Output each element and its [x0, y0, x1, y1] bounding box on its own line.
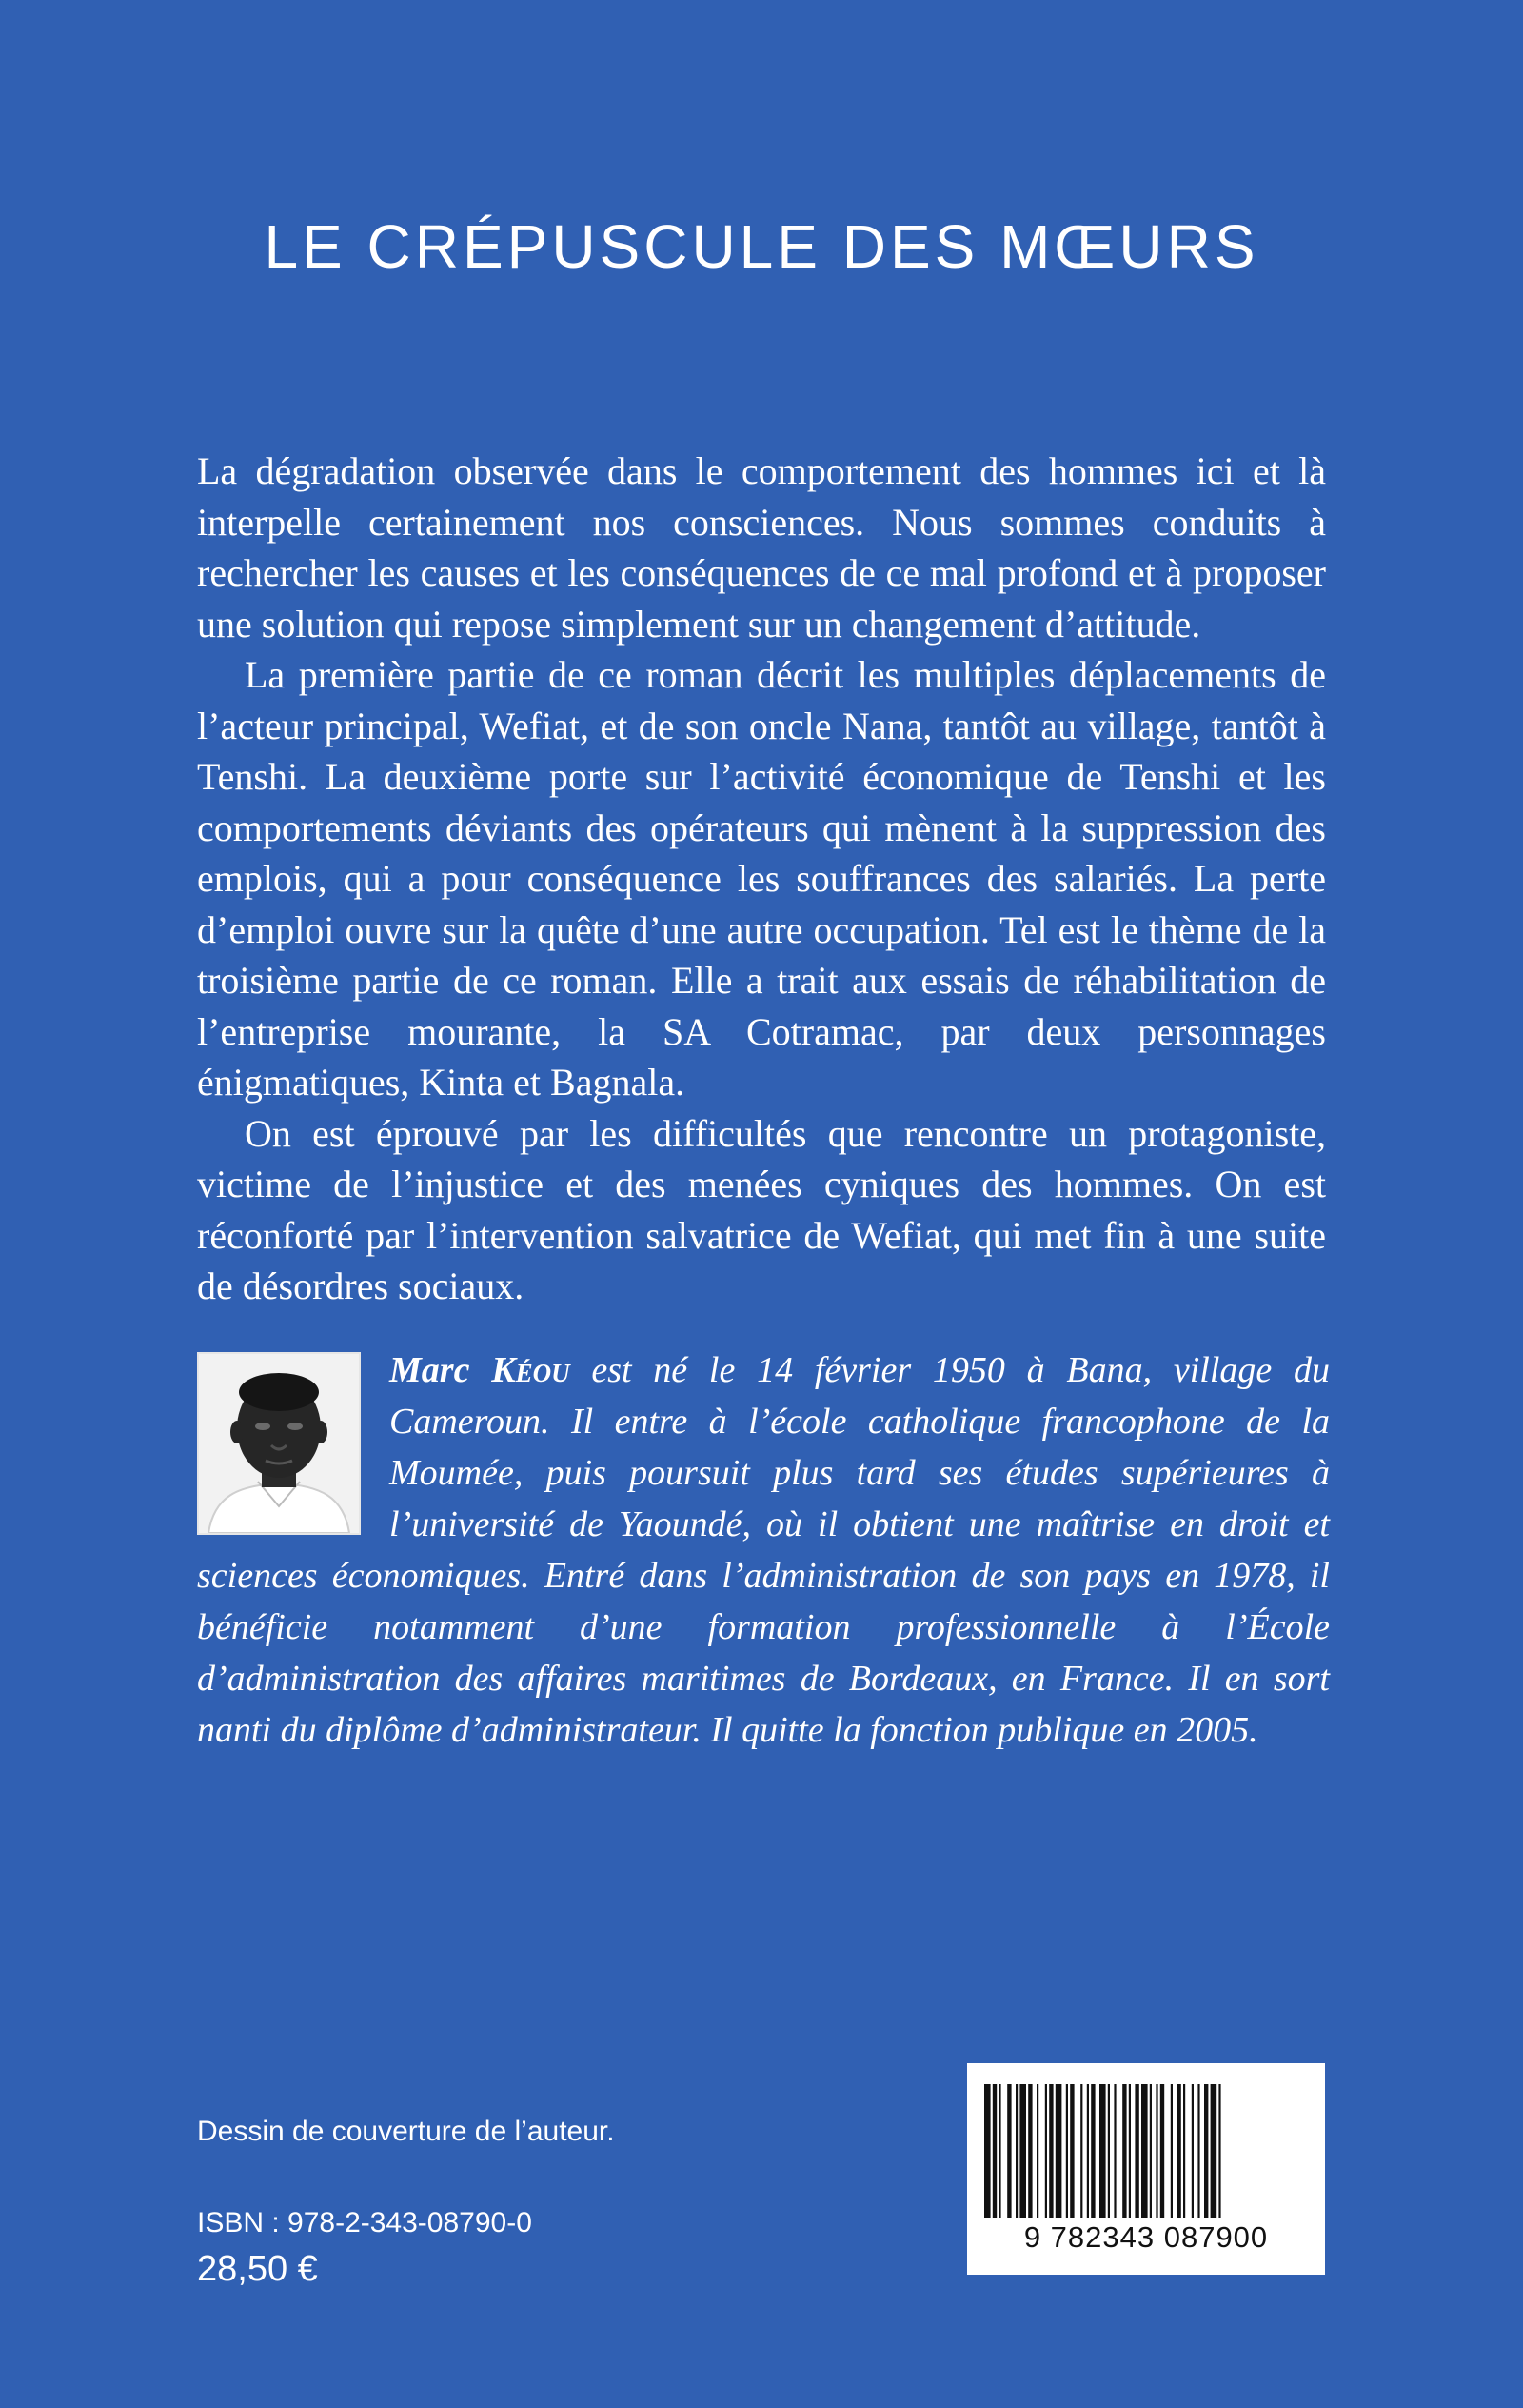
barcode-bar	[1197, 2084, 1199, 2218]
blurb-paragraph: On est éprouvé par les difficultés que rencontre un protagoniste, victime de l’injustice et des menées cyniques des hommes. On est réconforté par l’intervention salvatrice de Wefiat, qui met fin à une suite de désordres sociaux.	[197, 1111, 1326, 1307]
barcode-bar	[1087, 2084, 1089, 2218]
barcode-bar	[1129, 2084, 1131, 2218]
barcode-bar	[1183, 2084, 1185, 2218]
barcode-bar	[999, 2084, 1000, 2218]
barcode-bar	[1056, 2084, 1062, 2218]
blurb-paragraph: La première partie de ce roman décrit les multiples déplacements de l’acteur principal, Wefiat, et de son oncle Nana, tantôt au village, tantôt à Tenshi. La deuxième porte sur l’activité économique de Tenshi et les comportements déviants des opérateurs qui mènent à la suppression des emplois, qui a pour conséquence les souffrances des salariés. La perte d’emploi ouvre sur la quête d’une autre occupation. Tel est le thème de la troisième partie de ce roman. Elle a trait aux essais de réhabilitation de l’entreprise mourante, la SA Cotramac, par deux personnages énigmatiques, Kinta et Bagnala.	[197, 653, 1326, 1104]
author-first-name: Marc	[389, 1350, 470, 1390]
author-photo	[197, 1352, 361, 1535]
author-bio-text: est né le 14 février 1950 à Bana, village du Cameroun. Il entre à l’école catholique francophone de la Moumée, puis poursuit plus tard ses études supérieures à l’université de Yaoundé, où il obtient une maîtrise en droit et sciences économiques. Entré dans l’administration de son pays en 1978, il bénéficie notamment d’une formation professionnelle à l’École d’administration des affaires maritimes de Bordeaux, en France. Il en sort nanti du diplôme d’administrateur. Il quitte la fonction publique en 2005.	[197, 1350, 1331, 1750]
barcode-bar	[1016, 2084, 1018, 2218]
author-surname: Kéou	[491, 1350, 570, 1390]
isbn: ISBN : 978-2-343-08790-0	[197, 2207, 532, 2239]
barcode-bar	[1156, 2084, 1157, 2218]
barcode-bar	[1135, 2084, 1138, 2218]
barcode-bar	[1204, 2084, 1208, 2218]
barcode-bar	[1049, 2084, 1053, 2218]
author-portrait-icon	[199, 1354, 359, 1533]
barcode-bar	[1045, 2084, 1047, 2218]
barcode-bar	[1192, 2084, 1194, 2218]
barcode-icon	[984, 2084, 1308, 2218]
barcode-bar	[1211, 2084, 1217, 2218]
barcode-bar	[1171, 2084, 1173, 2218]
author-bio	[197, 1344, 1330, 1756]
barcode-bar	[1007, 2084, 1011, 2218]
barcode-bar	[1066, 2084, 1068, 2218]
blurb-paragraph: La dégradation observée dans le comportement des hommes ici et là interpelle certainement nos consciences. Nous sommes conduits à rechercher les causes et les conséquences de ce mal profond et à proposer une solution qui repose simplement sur un changement d’attitude.	[197, 449, 1326, 646]
barcode	[967, 2063, 1325, 2275]
author-section	[197, 1344, 1330, 1756]
barcode-bar	[1141, 2084, 1148, 2218]
barcode-bar	[1122, 2084, 1126, 2218]
barcode-bar	[1028, 2084, 1032, 2218]
barcode-digits: 9 782343 087900	[1023, 2220, 1269, 2254]
barcode-bar	[1108, 2084, 1110, 2218]
price: 28,50 €	[197, 2249, 318, 2289]
barcode-bar	[1099, 2084, 1106, 2218]
barcode-bar	[1019, 2084, 1026, 2218]
barcode-bar	[984, 2084, 991, 2218]
barcode-bar	[1037, 2084, 1038, 2218]
barcode-bar	[1114, 2084, 1116, 2218]
barcode-bar	[1177, 2084, 1180, 2218]
barcode-bar	[1150, 2084, 1152, 2218]
book-title: LE CRÉPUSCULE DES MŒURS	[264, 212, 1259, 281]
barcode-bar	[993, 2084, 997, 2218]
cover-credit: Dessin de couverture de l’auteur.	[197, 2116, 615, 2147]
barcode-bar	[1080, 2084, 1082, 2218]
blurb	[197, 446, 1326, 1312]
barcode-bar	[1091, 2084, 1095, 2218]
barcode-bar	[1160, 2084, 1164, 2218]
barcode-bar	[1218, 2084, 1220, 2218]
barcode-bar	[1070, 2084, 1074, 2218]
